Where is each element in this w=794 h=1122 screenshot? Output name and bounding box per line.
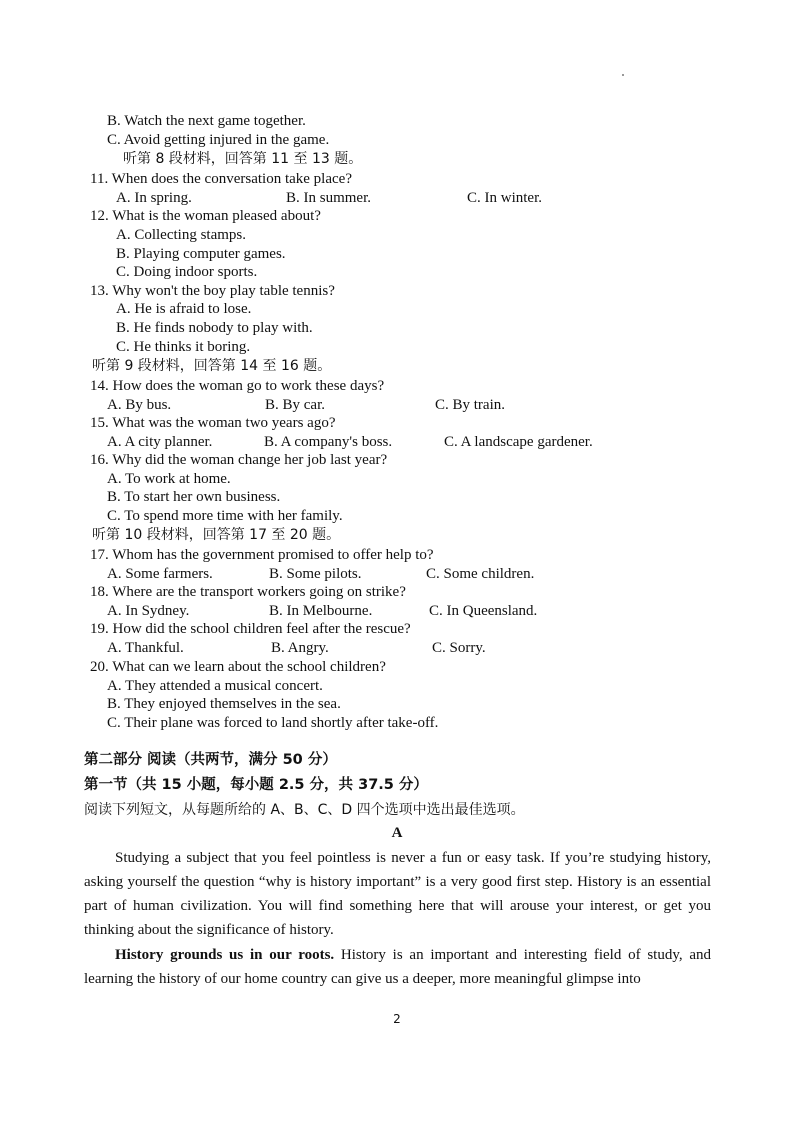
option-a: A. By bus. xyxy=(107,397,172,413)
question-12-option-c: C. Doing indoor sports. xyxy=(116,264,258,280)
question-15: 15. What was the woman two years ago? xyxy=(90,415,336,431)
page-number: 2 xyxy=(393,1012,401,1026)
option-b: B. In Melbourne. xyxy=(269,603,373,619)
question-16-option-b: B. To start her own business. xyxy=(107,489,281,505)
paragraph-2-text: History is an important and interesting field of study, and learning the history of our home country can give us a deeper, more meaningful glimpse into xyxy=(84,947,711,987)
option-a: A. A city planner. xyxy=(107,434,213,450)
option-b: B. In summer. xyxy=(286,190,371,206)
option-c: C. In winter. xyxy=(467,190,542,206)
question-20: 20. What can we learn about the school children? xyxy=(90,659,386,675)
option-c: C. Sorry. xyxy=(432,640,486,656)
question-13-option-b: B. He finds nobody to play with. xyxy=(116,320,313,336)
passage-label: A xyxy=(391,825,403,841)
question-16-option-a: A. To work at home. xyxy=(107,471,231,487)
question-20-option-c: C. Their plane was forced to land shortly after take-off. xyxy=(107,715,439,731)
question-13-option-c: C. He thinks it boring. xyxy=(116,339,251,355)
part-two-heading: 第二部分 阅读（共两节，满分 50 分） xyxy=(84,752,337,768)
passage-paragraph-2 xyxy=(84,943,711,991)
option-c: C. In Queensland. xyxy=(429,603,538,619)
listening-instruction-9: 听第 9 段材料，回答第 14 至 16 题。 xyxy=(92,358,332,374)
scan-speck xyxy=(622,74,624,76)
question-16-option-c: C. To spend more time with her family. xyxy=(107,508,343,524)
option-a: A. In Sydney. xyxy=(107,603,190,619)
option-c: C. Some children. xyxy=(426,566,535,582)
option-b: B. Angry. xyxy=(271,640,329,656)
option-b: B. By car. xyxy=(265,397,325,413)
reading-instruction: 阅读下列短文，从每题所给的 A、B、C、D 四个选项中选出最佳选项。 xyxy=(84,802,525,818)
question-19: 19. How did the school children feel after the rescue? xyxy=(90,621,411,637)
option-c: C. By train. xyxy=(435,397,505,413)
section-one-heading: 第一节（共 15 小题，每小题 2.5 分，共 37.5 分） xyxy=(84,777,428,793)
option-c: C. A landscape gardener. xyxy=(444,434,593,450)
question-14-options xyxy=(107,396,707,414)
option-b: B. A company's boss. xyxy=(264,434,393,450)
question-13-option-a: A. He is afraid to lose. xyxy=(116,301,252,317)
question-18-options xyxy=(107,602,707,620)
question-11-options xyxy=(116,189,716,207)
question-12-option-b: B. Playing computer games. xyxy=(116,246,286,262)
question-16: 16. Why did the woman change her job last year? xyxy=(90,452,388,468)
question-17: 17. Whom has the government promised to offer help to? xyxy=(90,547,434,563)
listening-instruction-10: 听第 10 段材料，回答第 17 至 20 题。 xyxy=(92,527,341,543)
listening-instruction-8: 听第 8 段材料，回答第 11 至 13 题。 xyxy=(123,151,363,167)
question-20-option-b: B. They enjoyed themselves in the sea. xyxy=(107,696,341,712)
question-13: 13. Why won't the boy play table tennis? xyxy=(90,283,335,299)
option-b: B. Some pilots. xyxy=(269,566,362,582)
question-18: 18. Where are the transport workers going on strike? xyxy=(90,584,406,600)
option-a: A. Some farmers. xyxy=(107,566,213,582)
question-11: 11. When does the conversation take place? xyxy=(90,171,352,187)
question-12-option-a: A. Collecting stamps. xyxy=(116,227,246,243)
passage-paragraph-1: Studying a subject that you feel pointless is never a fun or easy task. If you’re studying history, asking yourself the question “why is history important” is a very good first step. History is an essential part of human civilization. You will find something here that will arouse your interest, or get you thinking about the significance of history. xyxy=(84,850,711,938)
question-20-option-a: A. They attended a musical concert. xyxy=(107,678,323,694)
paragraph-2-bold-lead: History grounds us in our roots. xyxy=(115,947,335,963)
question-12: 12. What is the woman pleased about? xyxy=(90,208,321,224)
question-19-options xyxy=(107,639,707,657)
question-15-options xyxy=(107,433,707,451)
question-14: 14. How does the woman go to work these days? xyxy=(90,378,385,394)
option-a: A. In spring. xyxy=(116,190,192,206)
option-b-watch: B. Watch the next game together. xyxy=(107,113,306,129)
option-a: A. Thankful. xyxy=(107,640,184,656)
question-17-options xyxy=(107,565,707,583)
option-c-avoid: C. Avoid getting injured in the game. xyxy=(107,132,330,148)
